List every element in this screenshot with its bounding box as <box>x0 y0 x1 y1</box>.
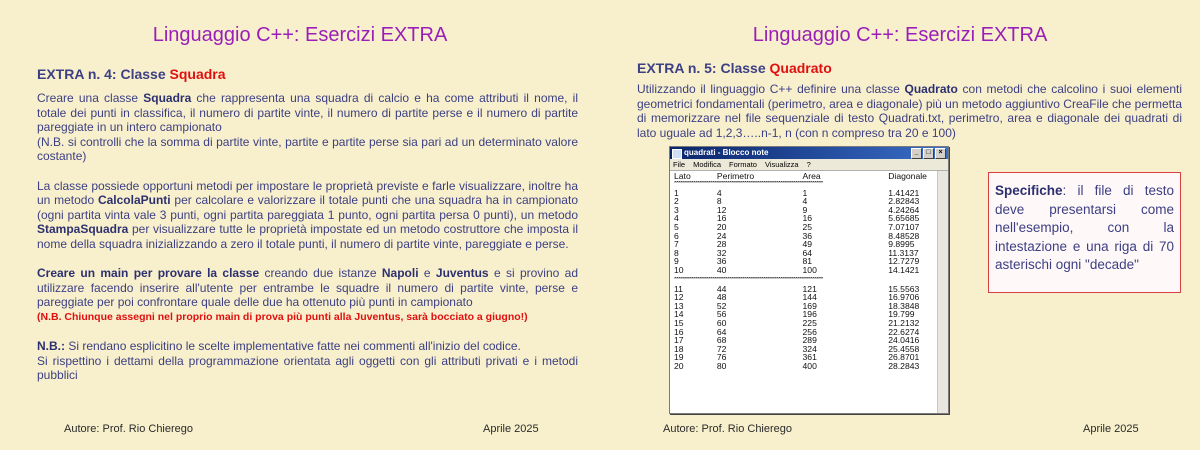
cell: 4 <box>802 196 808 207</box>
team-name: Napoli <box>381 266 419 281</box>
method-name: CalcolaPunti <box>97 193 171 208</box>
cell: 40 <box>716 264 727 275</box>
notepad-window <box>669 146 949 414</box>
cell: 14.1421 <box>888 264 920 275</box>
cell: 28 <box>716 239 727 250</box>
asterisk-line: ********************************************************************** <box>674 180 823 186</box>
column-header: Diagonale <box>888 171 927 181</box>
cell: 256 <box>802 326 817 337</box>
heading-accent: Squadra <box>169 66 226 82</box>
text: Utilizzando il linguaggio C++ definire una classe <box>637 82 905 96</box>
text: e <box>418 266 436 281</box>
notepad-app-icon <box>672 149 682 159</box>
cell: 6 <box>674 230 679 241</box>
notepad-menubar <box>670 159 948 171</box>
cell: 60 <box>716 317 727 328</box>
column-header: Area <box>802 171 821 181</box>
footer-date: Aprile 2025 <box>1083 423 1139 435</box>
footer-date: Aprile 2025 <box>483 423 539 435</box>
cell: 25.4558 <box>888 343 920 354</box>
cell: 26.8701 <box>888 352 920 363</box>
cell: 49 <box>802 239 813 250</box>
cell: 9 <box>802 204 808 215</box>
cell: 8 <box>716 196 722 207</box>
notepad-title: quadrati - Blocco note <box>684 148 769 157</box>
cell: 324 <box>802 343 817 354</box>
cell: 9.8995 <box>888 239 915 250</box>
slide-title: Linguaggio C++: Esercizi EXTRA <box>752 24 1048 46</box>
specifiche-box <box>988 172 1181 293</box>
cell: 22.6274 <box>888 326 920 337</box>
menu-item-2[interactable]: Formato <box>729 160 757 169</box>
cell: 4 <box>716 187 722 198</box>
table-row <box>674 362 948 371</box>
paragraph-2 <box>37 179 578 252</box>
notepad-text-area[interactable] <box>670 171 948 370</box>
paragraph-4b: Si rispettino i dettami della programmazione orientata agli oggetti con gli attributi privati e i metodi pubblici <box>37 353 578 383</box>
heading-text: EXTRA n. 5: Classe <box>637 60 770 76</box>
cell: 56 <box>716 309 727 320</box>
cell: 24 <box>716 230 727 241</box>
paragraph-1 <box>37 91 578 135</box>
slide-extra-5 <box>600 0 1200 450</box>
cell: 64 <box>716 326 727 337</box>
text: La classe possiede opportuni metodi per impostare le proprietà previste e farle visualizzare, inoltre ha un metodo <box>37 178 578 208</box>
column-header: Lato <box>674 171 691 181</box>
exercise-heading <box>637 60 832 76</box>
cell: 18 <box>674 343 684 354</box>
cell: 19.799 <box>888 309 915 320</box>
cell: 20 <box>716 221 727 232</box>
cell: 24.0416 <box>888 335 920 346</box>
paragraph-1 <box>637 82 1182 140</box>
text: Si rendano esplicitino le scelte implementative fatte nei commenti all'inizio del codice. <box>65 339 521 354</box>
cell: 36 <box>802 230 813 241</box>
method-name: StampaSquadra <box>37 222 129 237</box>
notepad-titlebar <box>670 147 948 159</box>
cell: 36 <box>716 256 727 267</box>
cell: 8 <box>674 247 679 258</box>
heading-text: EXTRA n. 4: Classe <box>37 66 170 82</box>
cell: 100 <box>802 264 817 275</box>
cell: 52 <box>716 300 727 311</box>
footer-author: Autore: Prof. Rio Chierego <box>663 423 793 435</box>
vertical-scrollbar[interactable] <box>937 171 948 413</box>
cell: 4 <box>674 213 679 224</box>
cell: 64 <box>802 247 813 258</box>
minimize-icon[interactable]: _ <box>911 148 922 159</box>
cell: 13 <box>674 300 684 311</box>
column-header: Perimetro <box>716 171 755 181</box>
cell: 7.07107 <box>888 221 920 232</box>
cell: 68 <box>716 335 727 346</box>
menu-item-4[interactable]: ? <box>806 160 811 169</box>
cell: 289 <box>802 335 817 346</box>
cell: 12.7279 <box>888 256 920 267</box>
heading-accent: Quadrato <box>769 60 832 76</box>
cell: 28.2843 <box>888 360 920 371</box>
text: per visualizzare tutte le proprietà impostate ed un metodo costruttore che imposta il nome della squadra inizializzando a zero il totale punti, il numero di partite vinte, pareggiate e perse. <box>37 222 578 251</box>
cell: 3 <box>674 204 679 215</box>
close-icon[interactable]: × <box>935 148 946 159</box>
cell: 361 <box>802 352 817 363</box>
decade-block-1 <box>674 189 948 275</box>
cell: 76 <box>716 352 727 363</box>
cell: 5.65685 <box>888 213 920 224</box>
menu-item-3[interactable]: Visualizza <box>764 160 799 169</box>
cell: 1.41421 <box>888 187 920 198</box>
spec-text: : il file di testo deve presentarsi come nell'esempio, con la intestazione e una riga di 70 asterischi ogni "decade" <box>995 183 1174 272</box>
cell: 21.2132 <box>888 317 920 328</box>
bold-text: N.B.: <box>37 339 65 354</box>
cell: 144 <box>802 292 817 303</box>
cell: 169 <box>802 300 817 311</box>
slide-title: Linguaggio C++: Esercizi EXTRA <box>152 24 448 46</box>
cell: 225 <box>802 317 817 328</box>
cell: 121 <box>802 283 817 294</box>
cell: 18.3848 <box>888 300 920 311</box>
paragraph-4 <box>37 339 578 354</box>
cell: 2 <box>674 196 679 207</box>
cell: 1 <box>802 187 808 198</box>
menu-item-0[interactable]: File <box>673 160 686 169</box>
bold-text: Creare un main per provare la classe <box>37 266 260 281</box>
cell: 196 <box>802 309 817 320</box>
cell: 12 <box>716 204 727 215</box>
cell: 20 <box>674 360 684 371</box>
decade-block-2 <box>674 285 948 371</box>
paragraph-3 <box>37 266 578 310</box>
cell: 16 <box>802 213 813 224</box>
exercise-body <box>637 82 1182 140</box>
cell: 16 <box>674 326 684 337</box>
cell: 17 <box>674 335 684 346</box>
table-header <box>674 172 948 181</box>
text: Creare una classe <box>37 91 144 105</box>
exercise-body <box>37 91 578 383</box>
cell: 16.9706 <box>888 292 920 303</box>
class-name: Squadra <box>143 91 192 105</box>
cell: 16 <box>716 213 727 224</box>
team-name: Juventus <box>435 266 489 281</box>
text: che rappresenta una squadra di calcio e ha come attributi il nome, il totale dei punti in classifica, il numero di partite vinte, il numero di partite perse e il numero di partite pareggiate in un intero campionato <box>37 91 579 135</box>
cell: 48 <box>716 292 727 303</box>
cell: 9 <box>674 256 679 267</box>
footer-author: Autore: Prof. Rio Chierego <box>64 423 194 435</box>
cell: 10 <box>674 264 684 275</box>
cell: 44 <box>716 283 727 294</box>
cell: 400 <box>802 360 817 371</box>
cell: 32 <box>716 247 727 258</box>
asterisk-line: ********************************************************************** <box>674 276 823 282</box>
cell: 4.24264 <box>888 204 920 215</box>
cell: 11.3137 <box>888 247 919 258</box>
cell: 15.5563 <box>888 283 920 294</box>
spec-label: Specifiche <box>995 183 1063 198</box>
cell: 2.82843 <box>888 196 920 207</box>
cell: 12 <box>674 292 684 303</box>
text: e si provino ad utilizzare facendo inserire all'utente per entrambe le squadre il numero di partite vinte, perse e pareggiate per poi confrontare quale delle due ha ottenuto più punti in campionato <box>37 266 579 310</box>
cell: 14 <box>674 309 684 320</box>
exercise-heading <box>37 66 226 82</box>
cell: 8.48528 <box>888 230 920 241</box>
cell: 5 <box>674 221 679 232</box>
paragraph-1-note: (N.B. si controlli che la somma di partite vinte, partite e partite perse sia pari ad un determinato valore costante) <box>37 134 578 164</box>
cell: 7 <box>674 239 679 250</box>
text: con metodi che calcolino i suoi elementi geometrici fondamentali (perimetro, area e diagonale) più un metodo aggiuntivo CreaFile che permetta di memorizzare nel file sequenziale di testo Quadrati.txt, perimetro, area e diagonale dei quadrati di lato uguale ad 1,2,3…..n-1, n (con n compreso tra 20 e 100) <box>637 82 1183 140</box>
cell: 25 <box>802 221 813 232</box>
cell: 19 <box>674 352 684 363</box>
cell: 1 <box>674 187 679 198</box>
cell: 72 <box>716 343 727 354</box>
warning-note: (N.B. Chiunque assegni nel proprio main di prova più punti alla Juventus, sarà bocciato a giugno!) <box>37 310 528 323</box>
menu-item-1[interactable]: Modifica <box>693 160 722 169</box>
cell: 81 <box>802 256 813 267</box>
cell: 11 <box>674 283 683 294</box>
text: creando due istanze <box>259 266 382 281</box>
cell: 15 <box>674 317 684 328</box>
text: per calcolare e valorizzare il totale punti che una squadra ha in campionato (ogni partita vinta vale 3 punti, ogni partita pareggiata 1 punto, ogni partita persa 0 punti), un metodo <box>37 193 578 222</box>
table-row <box>674 266 948 275</box>
maximize-icon[interactable]: □ <box>923 148 934 159</box>
cell: 80 <box>716 360 727 371</box>
class-name: Quadrato <box>904 82 958 96</box>
